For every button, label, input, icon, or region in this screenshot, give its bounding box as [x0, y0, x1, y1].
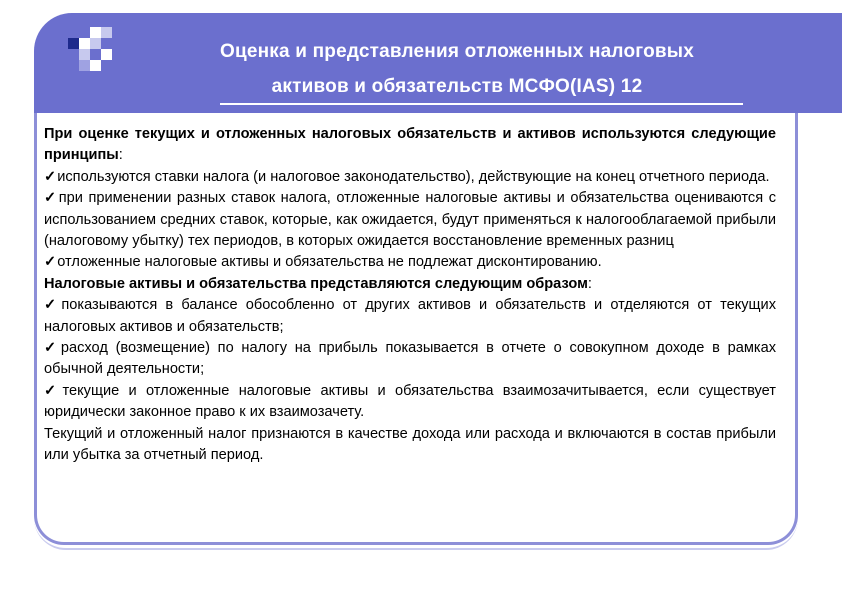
- header-band: [34, 13, 842, 113]
- title-underline: [220, 103, 743, 105]
- bullet-item: ✓ используются ставки налога (и налоговое законодательство), действующие на конец отчетного периода.: [44, 167, 776, 188]
- presentation-bold-text: Налоговые активы и обязательства представляются следующим образом: [44, 275, 588, 292]
- intro-paragraph: [44, 124, 776, 167]
- slide-title-line-2: активов и обязательств МСФО(IAS) 12: [271, 76, 643, 97]
- bullet-item: ✓ текущие и отложенные налоговые активы и обязательства взаимозачитывается, если существует юридически законное право к их взаимозачету.: [44, 381, 776, 424]
- slide-title-line-1: Оценка и представления отложенных налоговых: [219, 41, 695, 62]
- intro-bold-text: При оценке текущих и отложенных налоговых обязательств и активов используются следующие принципы: [44, 126, 776, 164]
- bullet-item: ✓ расход (возмещение) по налогу на прибыль показывается в отчете о совокупном доходе в рамках обычной деятельности;: [44, 338, 776, 381]
- bullet-item: ✓ отложенные налоговые активы и обязательства не подлежат дисконтированию.: [44, 252, 776, 273]
- bullet-item: ✓ показываются в балансе обособленно от других активов и обязательств и отделяются от текущих налоговых активов и обязательств;: [44, 295, 776, 338]
- intro-colon: :: [118, 147, 123, 164]
- slide-body: [44, 124, 776, 467]
- closing-paragraph: Текущий и отложенный налог признаются в качестве дохода или расхода и включаются в состав прибыли или убытка за отчетный период.: [44, 425, 776, 464]
- presentation-paragraph: [44, 274, 776, 295]
- presentation-colon: :: [587, 275, 592, 292]
- bullet-item: ✓ при применении разных ставок налога, отложенные налоговые активы и обязательства оцениваются с использованием средних ставок, которые, как ожидается, будут применяться к налогооблагаемой прибыли (налоговому убытку) тех периодов, в которых ожидается восстановление временных разниц: [44, 188, 776, 252]
